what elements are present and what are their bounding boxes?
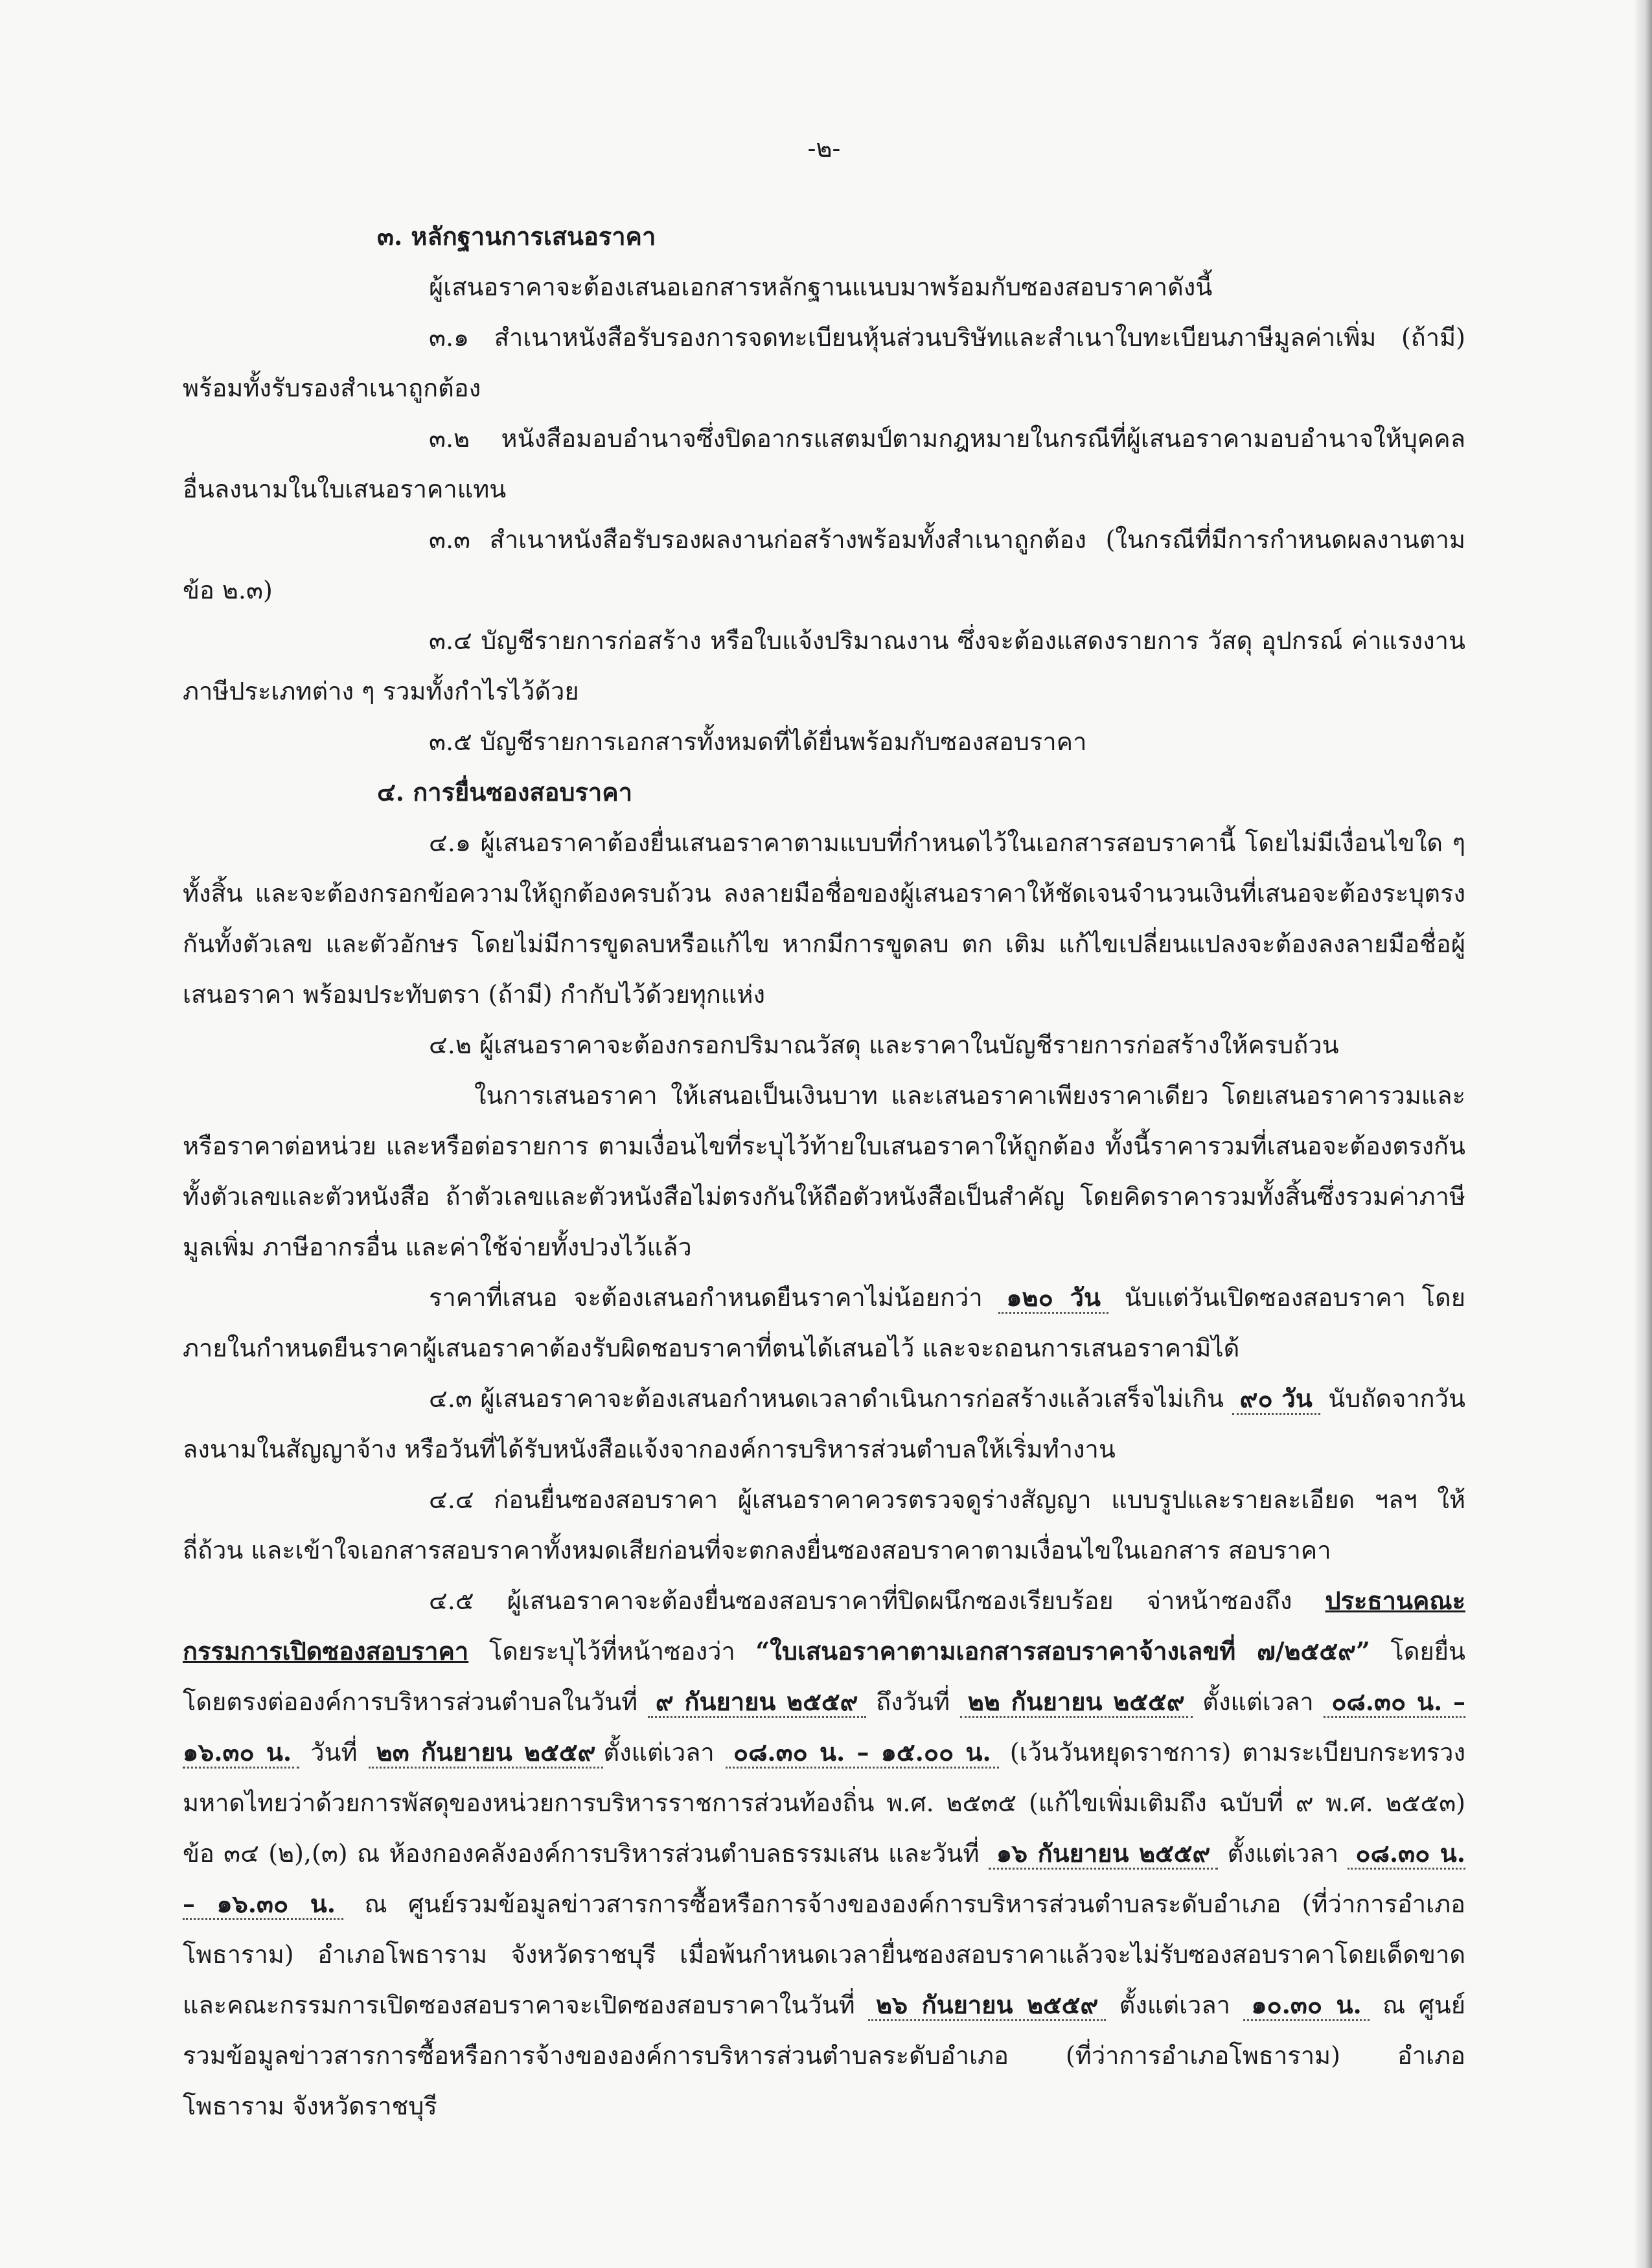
committee-chair: ประธานคณะกรรมการเปิดซองสอบราคา — [183, 1586, 1465, 1666]
item-3-1: ๓.๑ สำเนาหนังสือรับรองการจดทะเบียนหุ้นส่วนบริษัทและสำเนาใบทะเบียนภาษีมูลค่าเพิ่ม (ถ้ามี) พร้อมทั้งรับรองสำเนาถูกต้อง — [183, 323, 1465, 402]
time-range-3: ๐๘.๓๐ น. – ๑๖.๓๐ น. — [183, 1838, 1465, 1920]
item-4-2: ๔.๒ ผู้เสนอราคาจะต้องกรอกปริมาณวัสดุ และราคาในบัญชีรายการก่อสร้างให้ครบถ้วน — [429, 1031, 1339, 1059]
item-4-2-pricing: ในการเสนอราคา ให้เสนอเป็นเงินบาท และเสนอราคาเพียงราคาเดียว โดยเสนอราคารวมและหรือราคาต่อหน่วย และหรือต่อรายการ ตามเงื่อนไขที่ระบุไว้ท้ายใบเสนอราคาให้ถูกต้อง ทั้งนี้ราคารวมที่เสนอจะต้องตรงกันทั้งตัวเลขและตัวหนังสือ ถ้าตัวเลขและตัวหนังสือไม่ตรงกันให้ถือตัวหนังสือเป็นสำคัญ โดยคิดราคารวมทั้งสิ้นซึ่งรวมค่าภาษีมูลเพิ่ม ภาษีอากรอื่น และค่าใช้จ่ายทั้งปวงไว้แล้ว — [183, 1081, 1465, 1261]
page-number: -๒- — [807, 134, 841, 163]
duration-text: ๔.๓ ผู้เสนอราคาจะต้องเสนอกำหนดเวลาดำเนินการก่อสร้างแล้วเสร็จไม่เกิน — [429, 1384, 1224, 1413]
duration-text-end: นับถัดจากวันลงนามในสัญญาจ้าง หรือวันที่ได้รับหนังสือแจ้งจากองค์การบริหารส่วนตำบลให้เริ่มทำงาน — [183, 1384, 1465, 1463]
submit-text-4: ถึงวันที่ — [866, 1688, 960, 1716]
submit-text-11: ตั้งแต่เวลา — [1106, 1991, 1244, 2019]
section-3-heading: ๓. หลักฐานการเสนอราคา — [377, 222, 656, 251]
item-3-5: ๓.๕ บัญชีรายการเอกสารทั้งหมดที่ได้ยื่นพร้อมกับซองสอบราคา — [429, 727, 1087, 756]
validity-text: ราคาที่เสนอ จะต้องเสนอกำหนดยืนราคาไม่น้อยกว่า — [429, 1283, 983, 1312]
item-4-4: ๔.๔ ก่อนยื่นซองสอบราคา ผู้เสนอราคาควรตรวจดูร่างสัญญา แบบรูปและรายละเอียด ฯลฯ ให้ถี่ถ้วน และเข้าใจเอกสารสอบราคาทั้งหมดเสียก่อนที่จะตกลงยื่นซองสอบราคาตามเงื่อนไขในเอกสาร สอบราคา — [183, 1485, 1465, 1564]
submit-text-8: (เว้นวันหยุดราชการ) ตามระเบียบกระทรวงมหาดไทยว่าด้วยการพัสดุของหน่วยการบริหารราชการส่วนท้องถิ่น พ.ศ. ๒๕๓๕ (แก้ไขเพิ่มเติมถึง ฉบับที่ ๙ พ.ศ. ๒๕๕๓) ข้อ ๓๔ (๒),(๓) ณ ห้องกองคลังองค์การบริหารส่วนตำบลธรรมเสน และวันที่ — [183, 1738, 1465, 1868]
submit-text-10: ณ ศูนย์รวมข้อมูลข่าวสารการซื้อหรือการจ้างขององค์การบริหารส่วนตำบลระดับอำเภอ (ที่ว่าการอำเภอโพธาราม) อำเภอโพธาราม จังหวัดราชบุรี เมื่อพ้นกำหนดเวลายื่นซองสอบราคาแล้วจะไม่รับซองสอบราคาโดยเด็ดขาด และคณะกรรมการเปิดซองสอบราคาจะเปิดซองสอบราคาในวันที่ — [183, 1890, 1465, 2019]
opening-time: ๑๐.๓๐ น. — [1243, 1990, 1369, 2021]
date-16: ๑๖ กันยายน ๒๕๕๙ — [989, 1838, 1218, 1870]
validity-text-end: นับแต่วันเปิดซองสอบราคา โดยภายในกำหนดยืนราคาผู้เสนอราคาต้องรับผิดชอบราคาที่ตนได้เสนอไว้ และจะถอนการเสนอราคามิได้ — [183, 1283, 1465, 1362]
duration-days: ๙๐ วัน — [1232, 1384, 1320, 1415]
scan-edge-shadow — [1635, 0, 1652, 2268]
time-range-1: ๐๘.๓๐ น. – ๑๖.๓๐ น. — [183, 1687, 1465, 1769]
submit-text-9: ตั้งแต่เวลา — [1218, 1839, 1348, 1868]
section-4-heading: ๔. การยื่นซองสอบราคา — [377, 777, 633, 807]
date-end: ๒๒ กันยายน ๒๕๕๙ — [960, 1687, 1193, 1718]
item-3-3: ๓.๓ สำเนาหนังสือรับรองผลงานก่อสร้างพร้อมทั้งสำเนาถูกต้อง (ในกรณีที่มีการกำหนดผลงานตามข้อ ๒.๓) — [183, 525, 1465, 604]
validity-days: ๑๒๐ วัน — [998, 1283, 1108, 1314]
item-4-5 — [183, 1575, 1465, 2131]
submit-text: ๔.๕ ผู้เสนอราคาจะต้องยื่นซองสอบราคาที่ปิดผนึกซองเรียบร้อย จ่าหน้าซองถึง — [429, 1586, 1292, 1615]
submit-text-5: ตั้งแต่เวลา — [1192, 1688, 1324, 1716]
date-start: ๙ กันยายน ๒๕๕๙ — [648, 1687, 866, 1718]
item-3-4: ๓.๔ บัญชีรายการก่อสร้าง หรือใบแจ้งปริมาณงาน ซึ่งจะต้องแสดงรายการ วัสดุ อุปกรณ์ ค่าแรงงาน ภาษีประเภทต่าง ๆ รวมทั้งกำไรไว้ด้วย — [183, 626, 1465, 705]
section-3-intro: ผู้เสนอราคาจะต้องเสนอเอกสารหลักฐานแนบมาพร้อมกับซองสอบราคาดังนี้ — [429, 273, 1213, 301]
submit-text-7: ตั้งแต่เวลา — [603, 1738, 726, 1767]
item-4-1: ๔.๑ ผู้เสนอราคาต้องยื่นเสนอราคาตามแบบที่กำหนดไว้ในเอกสารสอบราคานี้ โดยไม่มีเงื่อนไขใด ๆ ทั้งสิ้น และจะต้องกรอกข้อความให้ถูกต้องครบถ้วน ลงลายมือชื่อของผู้เสนอราคาให้ชัดเจนจำนวนเงินที่เสนอจะต้องระบุตรงกันทั้งตัวเลข และตัวอักษร โดยไม่มีการขูดลบหรือแก้ไข หากมีการขูดลบ ตก เติม แก้ไขเปลี่ยนแปลงจะต้องลงลายมือชื่อผู้เสนอราคา พร้อมประทับตรา (ถ้ามี) กำกับไว้ด้วยทุกแห่ง — [183, 829, 1465, 1009]
envelope-title: “ใบเสนอราคาตามเอกสารสอบราคาจ้างเลขที่ ๗/๒๕๕๙” — [755, 1636, 1370, 1666]
item-4-2-validity — [183, 1272, 1465, 1373]
time-range-2: ๐๘.๓๐ น. – ๑๕.๐๐ น. — [726, 1737, 999, 1769]
opening-date: ๒๖ กันยายน ๒๕๕๙ — [868, 1990, 1106, 2021]
document-body — [183, 123, 1465, 2131]
date-23: ๒๓ กันยายน ๒๕๕๙ — [369, 1737, 604, 1769]
submit-text-3: โดยยื่นโดยตรงต่อองค์การบริหารส่วนตำบลในวันที่ — [183, 1637, 1465, 1716]
submit-text-6: วันที่ — [299, 1738, 369, 1767]
submit-text-12: ณ ศูนย์รวมข้อมูลข่าวสารการซื้อหรือการจ้างขององค์การบริหารส่วนตำบลระดับอำเภอ (ที่ว่าการอำเภอโพธาราม) อำเภอโพธาราม จังหวัดราชบุรี — [183, 1991, 1465, 2120]
submit-text-2: โดยระบุไว้ที่หน้าซองว่า — [468, 1637, 756, 1666]
item-3-2: ๓.๒ หนังสือมอบอำนาจซึ่งปิดอากรแสตมป์ตามกฎหมายในกรณีที่ผู้เสนอราคามอบอำนาจให้บุคคลอื่นลงนามในใบเสนอราคาแทน — [183, 424, 1465, 503]
item-4-3 — [183, 1373, 1465, 1474]
